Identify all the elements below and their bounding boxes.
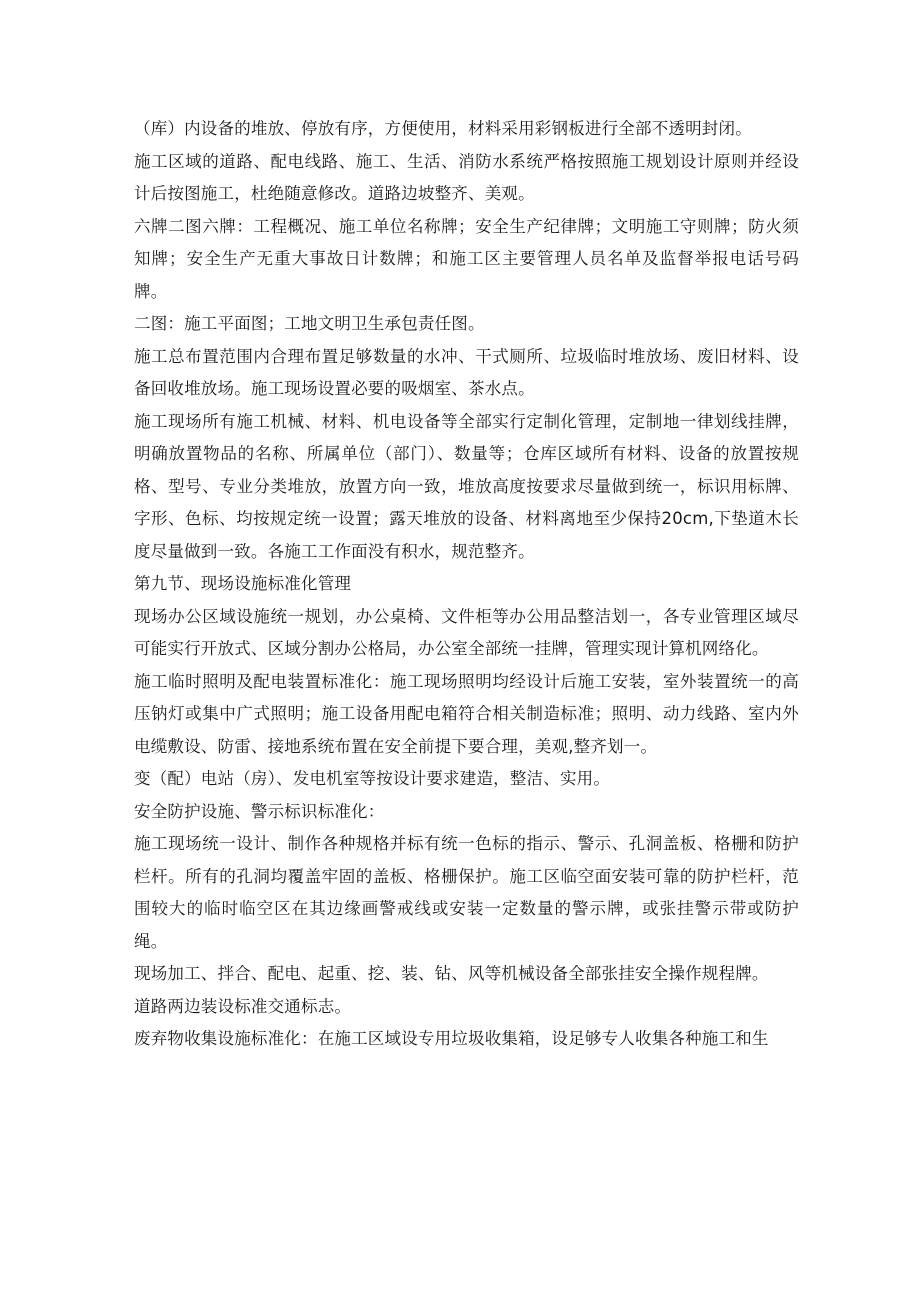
paragraph-waste-collection: 废弃物收集设施标准化：在施工区域设专用垃圾收集箱，设足够专人收集各种施工和生 — [134, 1029, 769, 1048]
paragraph-general-layout: 施工总布置范围内合理布置足够数量的水冲、干式厕所、垃圾临时堆放场、废旧材料、设备回收堆放场。施工现场设置必要的吸烟室、茶水点。 — [134, 346, 799, 398]
paragraph-equipment-rules: 现场加工、拌合、配电、起重、挖、装、钻、风等机械设备全部张挂安全操作规程牌。 — [134, 964, 769, 983]
section-heading-facility-standardization: 第九节、现场设施标准化管理 — [134, 574, 352, 593]
document-body — [134, 113, 799, 1056]
paragraph-lighting-and-power: 施工临时照明及配电装置标准化：施工现场照明均经设计后施工安装，室外装置统一的高压钠灯或集中广式照明；施工设备用配电箱符合相关制造标准；照明、动力线路、室内外电缆敷设、防雷、接地系统布置在安全前提下要合理，美观,整齐划一。 — [134, 671, 799, 756]
paragraph-office-area: 现场办公区域设施统一规划，办公桌椅、文件柜等办公用品整洁划一，各专业管理区域尽可能实行开放式、区域分割办公格局，办公室全部统一挂牌，管理实现计算机网络化。 — [134, 606, 799, 658]
paragraph-substation: 变（配）电站（房）、发电机室等按设计要求建造，整洁、实用。 — [134, 769, 611, 788]
paragraph-safety-heading: 安全防护设施、警示标识标准化： — [134, 801, 385, 821]
paragraph-traffic-signs: 道路两边装设标准交通标志。 — [134, 996, 352, 1016]
paragraph-six-signs: 六牌二图六牌：工程概况、施工单位名称牌；安全生产纪律牌；文明施工守则牌；防火须知牌；安全生产无重大事故日计数牌；和施工区主要管理人员名单及监督举报电话号码牌。 — [134, 216, 799, 301]
paragraph-safety-protection: 施工现场统一设计、制作各种规格并标有统一色标的指示、警示、孔洞盖板、格栅和防护栏杆。所有的孔洞均覆盖牢固的盖板、格栅保护。施工区临空面安装可靠的防护栏杆，范围较大的临时临空区在其边缘画警戒线或安装一定数量的警示牌，或张挂警示带或防护绳。 — [134, 834, 799, 951]
paragraph-storage-continuation: （库）内设备的堆放、停放有序，方便使用，材料采用彩钢板进行全部不透明封闭。 — [134, 119, 752, 138]
paragraph-two-drawings: 二图：施工平面图；工地文明卫生承包责任图。 — [134, 314, 485, 333]
paragraph-roads-and-utilities: 施工区域的道路、配电线路、施工、生活、消防水系统严格按照施工规划设计原则并经设计后按图施工，杜绝随意修改。道路边坡整齐、美观。 — [134, 151, 799, 203]
paragraph-customized-management: 施工现场所有施工机械、材料、机电设备等全部实行定制化管理，定制地一律划线挂牌，明确放置物品的名称、所属单位（部门）、数量等；仓库区域所有材料、设备的放置按规格、型号、专业分类堆放，放置方向一致，堆放高度按要求尽量做到统一，标识用标牌、字形、色标、均按规定统一设置；露天堆放的设备、材料离地至少保持20cm,下垫道木长度尽量做到一致。各施工工作面没有积水，规范整齐。 — [134, 411, 799, 561]
